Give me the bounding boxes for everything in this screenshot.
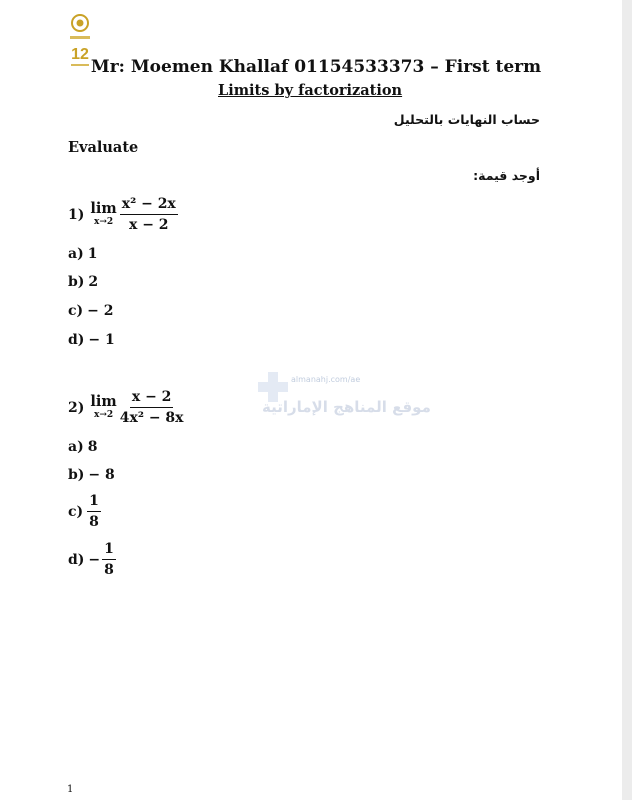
- question-number: 1): [68, 206, 85, 223]
- option-2a: a) 8: [68, 439, 98, 455]
- limit-operator: lim x→2: [90, 392, 117, 421]
- option-fraction: $\frac{1}{8}$: [104, 541, 114, 579]
- arabic-evaluate: أوجد قيمة:: [473, 168, 540, 183]
- option-2b: b) − 8: [68, 467, 115, 483]
- page-subtitle: Limits by factorization: [218, 82, 403, 99]
- option-2c: c) $\frac{1}{8}$: [68, 493, 99, 531]
- limit-fraction: [120, 389, 184, 426]
- arabic-heading: حساب النهايات بالتحليل: [393, 112, 540, 127]
- page-title: Mr: Moemen Khallaf 01154533373 – First term: [90, 57, 542, 77]
- option-1c: c) − 2: [68, 303, 114, 319]
- option-fraction: $\frac{1}{8}$: [89, 493, 99, 531]
- option-1a: a) 1: [68, 246, 98, 262]
- option-2d: d) − $\frac{1}{8}$: [68, 541, 114, 579]
- watermark-url: almanahj.com/ae: [291, 375, 361, 384]
- limit-operator: lim x→2: [90, 199, 117, 228]
- question-2: [68, 389, 184, 426]
- option-1b: b) 2: [68, 274, 99, 290]
- fraction-denominator: 4x² − 8x: [119, 410, 184, 427]
- question-number: 2): [68, 399, 85, 416]
- fraction-numerator: x² − 2x: [120, 196, 178, 215]
- page-number: 1: [67, 784, 74, 795]
- logo-number: 12: [71, 46, 89, 63]
- fraction-numerator: x − 2: [130, 389, 174, 408]
- option-1d: d) − 1: [68, 332, 115, 348]
- question-1: [68, 196, 178, 233]
- fraction-denominator: x − 2: [128, 217, 169, 234]
- watermark-text: موقع المناهج الإماراتية: [262, 398, 431, 416]
- limit-fraction: [120, 196, 178, 233]
- evaluate-label: Evaluate: [68, 139, 139, 156]
